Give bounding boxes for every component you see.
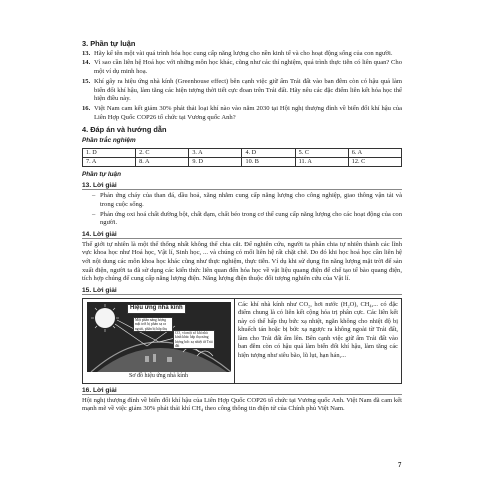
answer-13-heading bbox=[82, 182, 402, 191]
greenhouse-diagram-image bbox=[87, 302, 231, 372]
question-number: 16. bbox=[82, 104, 91, 112]
answer-cell: 10. B bbox=[242, 157, 295, 166]
heading-rule bbox=[82, 294, 402, 295]
heading-rule bbox=[82, 238, 402, 239]
figure-label-absorption: CO₂ và một số khí nhà kính khác hấp thụ năng lượng bức xạ nhiệt từ Trái đất bbox=[173, 330, 215, 349]
bullet-dash: – bbox=[92, 192, 96, 200]
bullet-dash: – bbox=[92, 210, 96, 218]
answer-cell: 9. D bbox=[189, 157, 242, 166]
heading-rule bbox=[82, 189, 402, 190]
question-text: Hãy kể tên một vài quá trình hóa học cung cấp năng lượng cho nền kinh tế và cho hoạt động sống của con người. bbox=[94, 49, 393, 57]
question-text: Khí gây ra hiệu ứng nhà kính (Greenhouse effect) bên cạnh việc giữ ấm Trái đất vào ban đêm còn có hậu quả làm biến đổi khí hậu, làm tăng các hiện tượng thời tiết cực đoan trên Trái đất. Hãy nêu các đặc điểm liên kết hóa học thể hiện điều này. bbox=[94, 77, 402, 103]
answer-16-text: Hội nghị thượng đỉnh về biến đổi khí hậu của Liên Hợp Quốc COP26 tổ chức tại Vương quốc Anh. Việt Nam đã cam kết mạnh mẽ về việc giảm 30% phát thải khí CH₄ theo công thông tin điện tử của Chính phủ Việt Nam. bbox=[82, 396, 402, 413]
table-row bbox=[83, 148, 402, 157]
question-number: 13. bbox=[82, 49, 91, 57]
answer-cell: 5. C bbox=[295, 148, 348, 157]
answer-16-heading bbox=[82, 387, 402, 396]
answer-cell: 4. D bbox=[242, 148, 295, 157]
figure-panel bbox=[83, 299, 235, 383]
answer-16-heading-text: 16. Lời giải bbox=[82, 387, 120, 394]
heading-rule bbox=[82, 394, 402, 395]
figure-label-reflection: Một phần năng lượng mặt trời bị phản xạ ra ngoài, phần bị hấp thụ bbox=[133, 317, 173, 332]
bullet-text: Phản ứng cháy của than đá, dầu hoả, xăng nhằm cung cấp năng lượng cho công nghiệp, giao thông vận tải và trong cuộc sống. bbox=[100, 192, 402, 208]
answer-14-heading bbox=[82, 231, 402, 240]
answer-15-heading-text: 15. Lời giải bbox=[82, 287, 120, 294]
multiple-choice-title: Phần trắc nghiệm bbox=[82, 137, 136, 145]
table-row bbox=[83, 157, 402, 166]
section-title-essay: 3. Phần tự luận bbox=[82, 39, 136, 48]
sun-icon bbox=[95, 308, 115, 328]
answer-cell: 8. A bbox=[136, 157, 189, 166]
question-text: Vì sao cần liên hệ Hoá học với những môn học khác, cũng như các thí nghiệm, quá trình thực tiễn có liên quan? Cho một ví dụ minh hoạ. bbox=[94, 59, 402, 76]
answer-13-bullet bbox=[82, 192, 402, 209]
answer-cell: 12. C bbox=[348, 157, 401, 166]
bullet-text: Phản ứng oxi hoá chất đường bột, chất đạm, chất béo trong cơ thể cung cấp năng lượng cho các hoạt động của con người. bbox=[100, 210, 402, 227]
question-15 bbox=[82, 78, 402, 104]
greenhouse-figure-box bbox=[82, 298, 402, 384]
figure-caption: Sơ đồ hiệu ứng nhà kính bbox=[129, 372, 188, 379]
answer-cell: 3. A bbox=[189, 148, 242, 157]
figure-title: Hiệu ứng nhà kính bbox=[127, 304, 186, 314]
essay-answers-title: Phần tự luận bbox=[82, 170, 122, 178]
answer-cell: 11. A bbox=[295, 157, 348, 166]
question-number: 14. bbox=[82, 59, 91, 67]
answer-13-bullet bbox=[82, 211, 402, 228]
answer-14-text: Thế giới tự nhiên là một thể thống nhất không thể chia cắt. Để nghiên cứu, người ta phân chia tự nhiên thành các lĩnh vực khoa học như Hoá học, Vật lí, Sinh học, ... và chúng có mối liên hệ rất chặt chẽ. Do đó khi học hoá học cần liên hệ với nội dung các môn khoa học khác cũng như thực nghiệm, thực tiễn. Ví dụ khi sử dụng fin năng lượng mặt trời để sản xuất điện, người ta đã sử dụng các kiến thức liên quan đến hóa học về vật liệu quang điện để chế tạo tế bào quang điện, tích hợp chúng để cung cấp năng lượng điện. Năng lượng điện thuộc đối tượng nghiên cứu của Vật lí. bbox=[82, 240, 402, 283]
page-number: 7 bbox=[398, 462, 402, 469]
question-number: 15. bbox=[82, 77, 91, 85]
question-14 bbox=[82, 59, 402, 76]
answer-cell: 7. A bbox=[83, 157, 136, 166]
answer-cell: 6. A bbox=[348, 148, 401, 157]
answer-cell: 2. C bbox=[136, 148, 189, 157]
question-13 bbox=[82, 50, 402, 59]
question-text: Việt Nam cam kết giảm 30% phát thải loại khí nào vào năm 2030 tại Hội nghị thượng đỉnh về biến đổi khí hậu của Liên Hợp Quốc COP26 tổ chức tại Vương quốc Anh? bbox=[94, 104, 402, 121]
question-16 bbox=[82, 105, 402, 122]
answer-15-heading bbox=[82, 287, 402, 296]
answer-table bbox=[82, 148, 402, 167]
answer-14-heading-text: 14. Lời giải bbox=[82, 231, 120, 238]
section-title-answers: 4. Đáp án và hướng dẫn bbox=[82, 125, 167, 135]
answer-15-text: Các khí nhà kính như CO₂, hơi nước (H₂O), CH₄,... có đặc điểm chung là có liên kết cộng hóa trị phân cực. Các liên kết này có thể hấp thụ bức xạ nhiệt, ngăn không cho nhiệt độ bị khuếch tán hoặc bị bức xạ ngược ra không ngoài từ Trái đất, làm cho Trái đất ấm lên. Bên cạnh việc giữ ấm Trái đất vào ban đêm còn có hậu quả làm biến đổi khí hậu, làm tăng các hiện tượng như siêu bão, lũ lụt, hạn hán,... bbox=[238, 300, 398, 359]
content-column bbox=[82, 36, 402, 414]
answer-13-heading-text: 13. Lời giải bbox=[82, 182, 120, 189]
answer-cell: 1. D bbox=[83, 148, 136, 157]
